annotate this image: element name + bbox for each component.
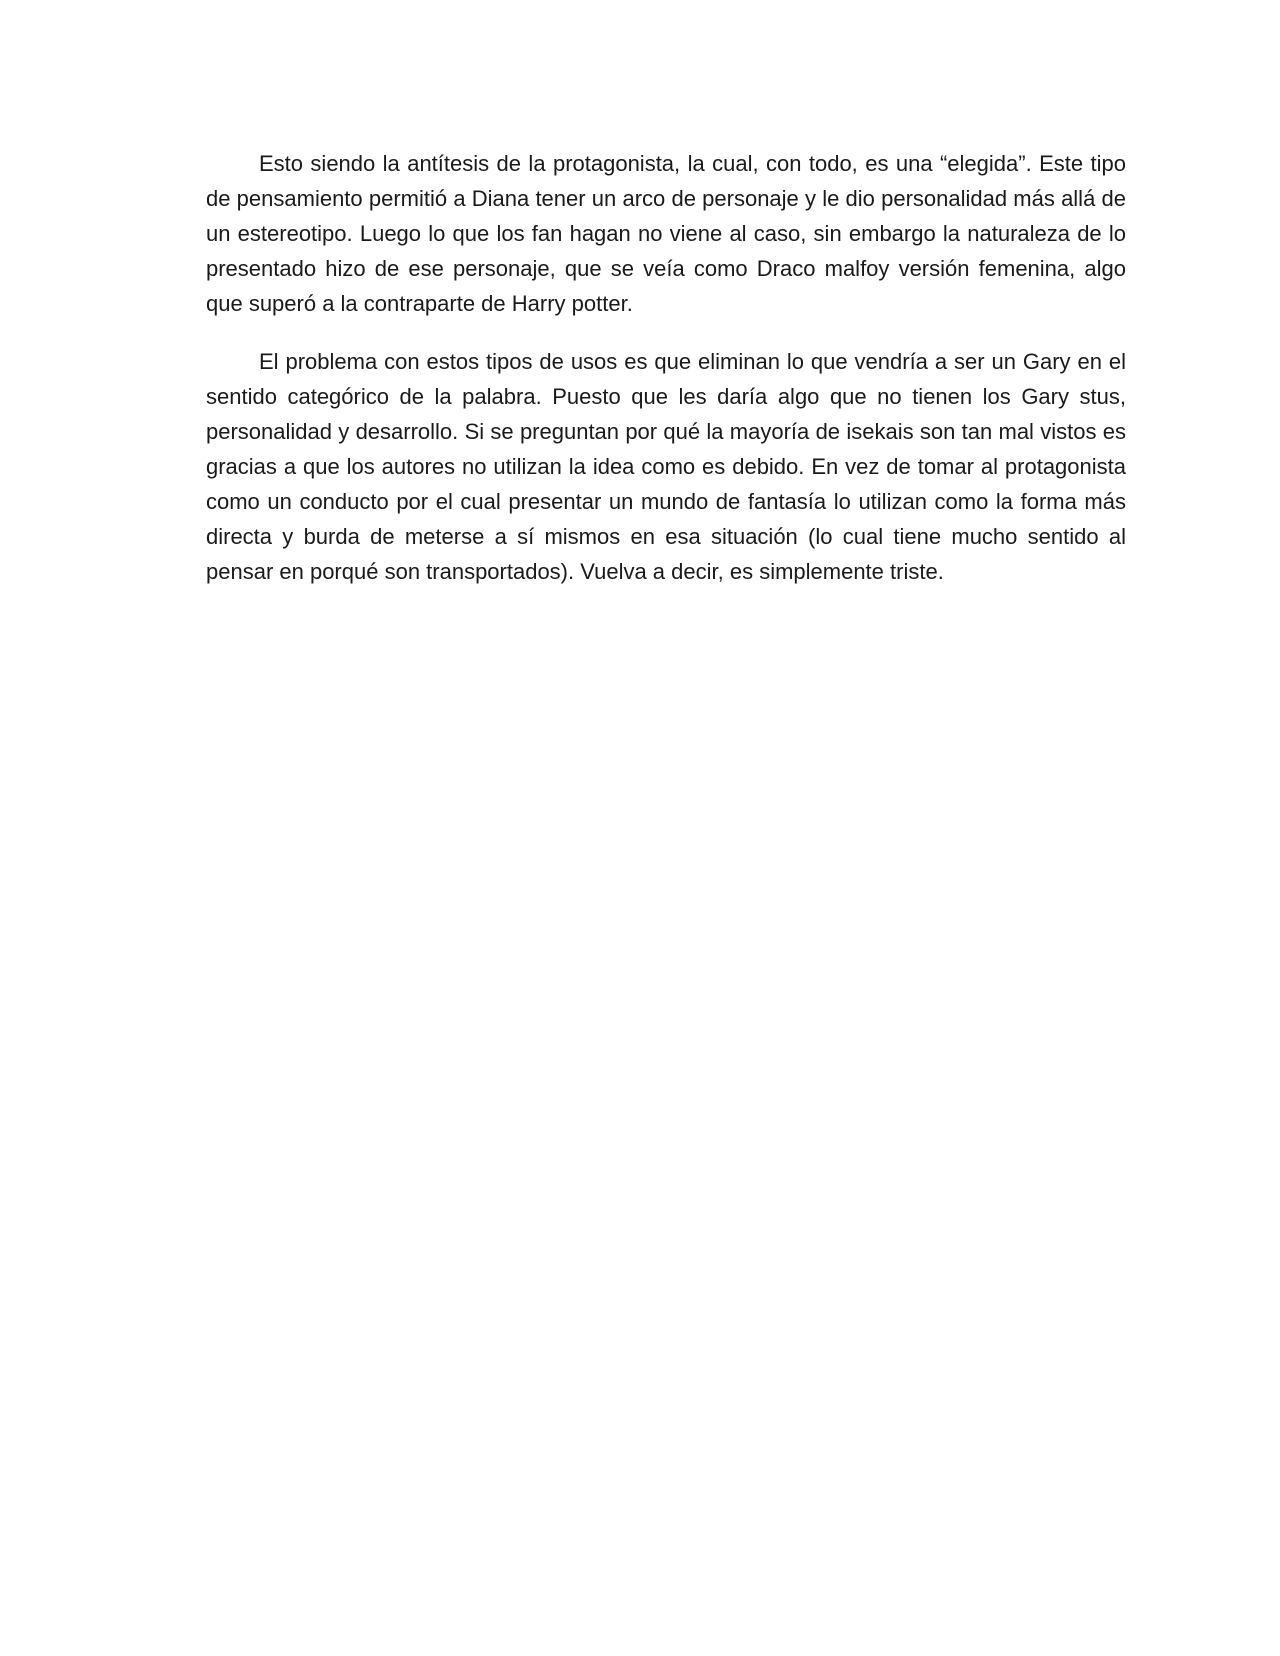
paragraph-1: Esto siendo la antítesis de la protagonista, la cual, con todo, es una “elegida”. Este tipo de pensamiento permitió a Diana tener un arco de personaje y le dio personalidad más allá de un estereotipo. Luego lo que los fan hagan no viene al caso, sin embargo la naturaleza de lo presentado hizo de ese personaje, que se veía como Draco malfoy versión femenina, algo que superó a la contraparte de Harry potter. xyxy=(206,151,1126,316)
document-body xyxy=(206,146,1126,612)
paragraph-2: El problema con estos tipos de usos es que eliminan lo que vendría a ser un Gary en el sentido categórico de la palabra. Puesto que les daría algo que no tienen los Gary stus, personalidad y desarrollo. Si se preguntan por qué la mayoría de isekais son tan mal vistos es gracias a que los autores no utilizan la idea como es debido. En vez de tomar al protagonista como un conducto por el cual presentar un mundo de fantasía lo utilizan como la forma más directa y burda de meterse a sí mismos en esa situación (lo cual tiene mucho sentido al pensar en porqué son transportados). Vuelva a decir, es simplemente triste. xyxy=(206,349,1126,584)
